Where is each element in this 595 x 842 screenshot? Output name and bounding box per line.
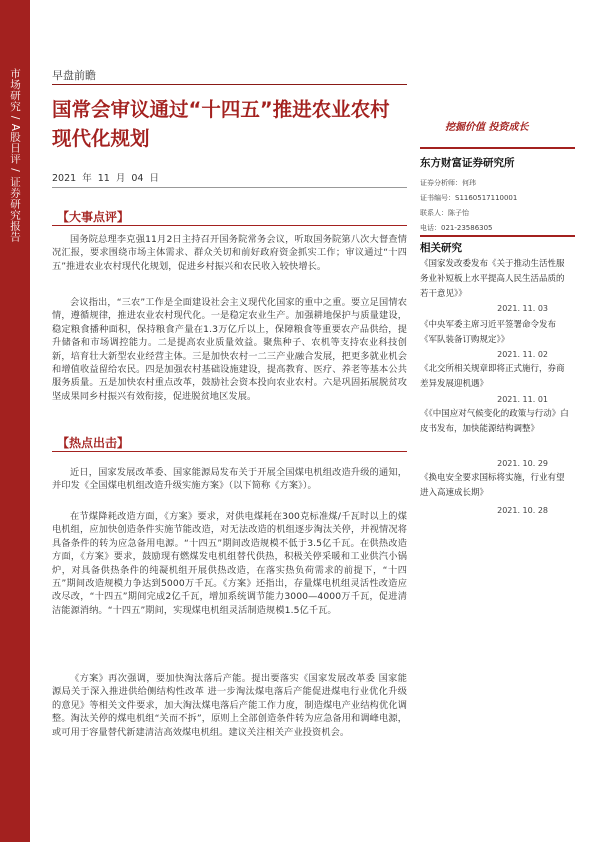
analyst-name: 证券分析师：何玮 [420,179,476,187]
focus-section-label: 【热点出击】 [57,436,130,450]
related-item-date: 2021. 11. 02 [497,350,548,359]
related-item[interactable]: 《国家发改委发布《关于推动生活性服务业补短板上水平提高人民生活品质的若干意见》》 [420,259,565,299]
event-section-heading [52,206,407,226]
focus-section-heading [52,432,407,452]
firm-divider [420,147,575,149]
related-item[interactable]: 《中央军委主席习近平签署命令发布《军队装备订购规定》》 [420,320,557,345]
focus-paragraph: 在节煤降耗改造方面，《方案》要求，对供电煤耗在300克标准煤/千瓦时以上的煤电机组，应加快创造条件实施节能改造，对无法改造的机组逐步淘汰关停，并视情况将具备条件的转为应急备用电源。“十四五”期间改造规模不低于3.5亿千瓦。在供热改造方面，《方案》要求，鼓励现有燃煤发电机组替代供热，积极关停采暖和工业供汽小锅炉，对具备供热条件的纯凝机组开展供热改造，在落实热负荷需求的前提下，“十四五”期间改造规模力争达到5000万千瓦。《方案》还指出，存量煤电机组灵活性改造应改尽改，“十四五”期间完成2亿千瓦，增加系统调节能力3000—4000万千瓦，促进清洁能源消纳。“十四五”期间，实现煤电机组灵活制造规模1.5亿千瓦。 [52,511,407,616]
event-paragraph: 会议指出，“三农”工作是全面建设社会主义现代化国家的重中之重。要立足国情农情，遵循规律，推进农业农村现代化。一是稳定农业生产。加强耕地保护与质量建设，稳定粮食播种面积，保持粮食产量在1.3万亿斤以上，保障粮食等重要农产品供给，提升储备和市场调控能力。二是提高农业质量效益。聚焦种子、农机等支持农业科技创新，培育壮大新型农业经营主体。三是加快农村一二三产业融合发展，把更多就业机会和增值收益留给农民。四是加强农村基础设施建设，提高教育、医疗、养老等基本公共服务质量。五是加快农村重点改革，鼓励社会资本投向农业农村。六是巩固拓展脱贫攻坚成果同乡村振兴有效衔接，促进脱贫地区发展。 [52,297,407,402]
phone-number: 电话：021-23586305 [420,224,493,232]
related-item[interactable]: 《《中国应对气候变化的政策与行动》白皮书发布，加快能源结构调整》 [420,409,569,434]
certificate-number: 证书编号：S1160517110001 [420,194,518,202]
publish-date: 2021 年 11 月 04 日 [52,173,159,184]
firm-name: 东方财富证券研究所 [420,157,515,169]
event-paragraph: 国务院总理李克强11月2日主持召开国务院常务会议，听取国务院第八次大督查情况汇报，要求围绕市场主体需求、群众关切和前好政府资金抓实工作；审议通过“十四五”推进农业农村现代化规划，促进乡村振兴和农民收入较快增长。 [52,234,407,272]
related-item-date: 2021. 11. 01 [497,395,548,404]
focus-paragraph: 《方案》再次强调，要加快淘汰落后产能。提出要落实《国家发展改革委 国家能源局关于深入推进供给侧结构性改革 进一步淘汰煤电落后产能促进煤电行业优化升级的意见》等相关文件要求，加大淘汰煤电落后产能工作力度，制造煤电产业结构优化调整。淘汰关停的煤电机组“关而不拆”，原则上全部创造条件转为应急备用和调峰电源，或可用于容量替代新建清洁高效煤电机组。建议关注相关产业投资机会。 [52,673,407,738]
related-research-heading: 相关研究 [420,235,575,253]
report-category: 早盘前瞻 [52,69,96,82]
slogan: 挖掘价值 投资成长 [445,122,529,133]
side-label: 市场研究 / A股日评 / 证券研究报告 [9,68,21,243]
page-title: 国常会审议通过“十四五”推进农业农村现代化规划 [52,98,390,150]
contact-person: 联系人：陈子怡 [420,209,469,217]
top-divider [52,84,407,85]
related-item-date: 2021. 11. 03 [497,304,548,313]
date-divider [52,187,407,188]
related-item-date: 2021. 10. 28 [497,506,548,515]
related-item-date: 2021. 10. 29 [497,459,548,468]
related-item[interactable]: 《北交所相关规章即将正式施行，券商差异发展迎机遇》 [420,364,565,389]
event-section-label: 【大事点评】 [57,210,130,224]
related-item[interactable]: 《换电安全要求国标将实施，行业有望进入高速成长期》 [420,473,565,498]
focus-paragraph: 近日，国家发展改革委、国家能源局发布关于开展全国煤电机组改造升级的通知，并印发《全国煤电机组改造升级实施方案》（以下简称《方案》）。 [52,467,407,492]
